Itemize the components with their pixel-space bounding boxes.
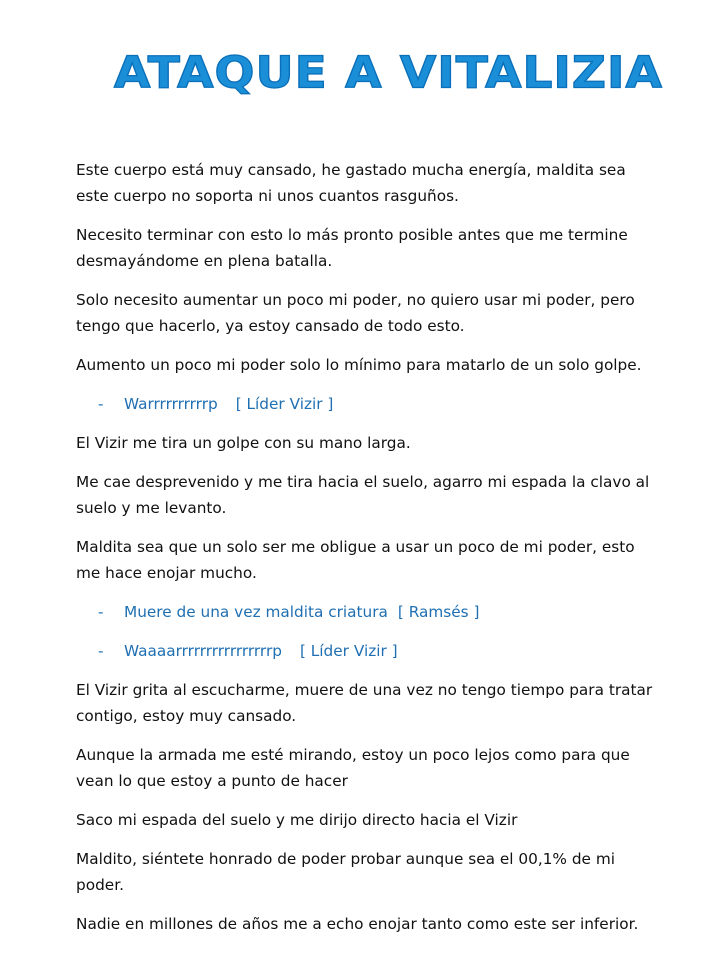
dialogue-line [76, 391, 656, 417]
paragraph: El Vizir grita al escucharme, muere de una vez no tengo tiempo para tratar contigo, estoy muy cansado. [76, 681, 653, 725]
dialogue-text: Waaaarrrrrrrrrrrrrrrrp [124, 642, 282, 660]
paragraph: Aumento un poco mi poder solo lo mínimo para matarlo de un solo golpe. [76, 356, 642, 374]
dialogue-line [76, 638, 656, 664]
document-body [76, 157, 656, 950]
dialogue-line [76, 599, 656, 625]
paragraph: Aunque la armada me esté mirando, estoy un poco lejos como para que vean lo que estoy a punto de hacer [76, 746, 630, 790]
paragraph: Este cuerpo está muy cansado, he gastado mucha energía, maldita sea este cuerpo no soporta ni unos cuantos rasguños. [76, 161, 626, 205]
dialogue-speaker: [ Líder Vizir ] [235, 395, 334, 413]
dialogue-text: Warrrrrrrrrrp [124, 395, 218, 413]
paragraph: Solo necesito aumentar un poco mi poder, no quiero usar mi poder, pero tengo que hacerlo, ya estoy cansado de todo esto. [76, 291, 635, 335]
dialogue-text: Muere de una vez maldita criatura [124, 603, 388, 621]
dialogue-dash: - [98, 603, 104, 621]
dialogue-dash: - [98, 642, 104, 660]
paragraph: Saco mi espada del suelo y me dirijo directo hacia el Vizir [76, 811, 518, 829]
dialogue-dash: - [98, 395, 104, 413]
paragraph: El Vizir me tira un golpe con su mano larga. [76, 434, 411, 452]
dialogue-speaker: [ Ramsés ] [397, 603, 480, 621]
paragraph: Maldito, siéntete honrado de poder probar aunque sea el 00,1% de mi poder. [76, 850, 615, 894]
paragraph: Nadie en millones de años me a echo enojar tanto como este ser inferior. [76, 915, 639, 933]
paragraph: Necesito terminar con esto lo más pronto posible antes que me termine desmayándome en plena batalla. [76, 226, 628, 270]
dialogue-speaker: [ Líder Vizir ] [299, 642, 398, 660]
paragraph: Me cae desprevenido y me tira hacia el suelo, agarro mi espada la clavo al suelo y me levanto. [76, 473, 650, 517]
paragraph: Maldita sea que un solo ser me obligue a usar un poco de mi poder, esto me hace enojar mucho. [76, 538, 635, 582]
page-title: ATAQUE A VITALIZIA [114, 47, 663, 99]
